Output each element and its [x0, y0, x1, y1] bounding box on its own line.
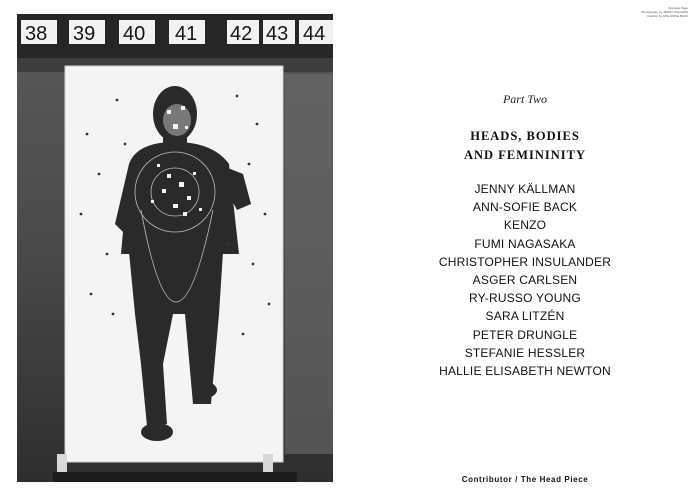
- contributor-name: HALLIE ELISABETH NEWTON: [439, 364, 611, 379]
- credit-line: Photography by JENNY KÄLLMAN: [641, 10, 688, 14]
- photo-credits: [642, 6, 688, 18]
- credit-line: Opposite Page: [668, 6, 688, 10]
- contents-page: [350, 0, 700, 500]
- part-label: Part Two: [502, 92, 548, 106]
- credit-line: Fashion by ANN-SOFIE BACK: [647, 14, 688, 18]
- lane-number: 40: [123, 23, 146, 45]
- shooting-target-photo: [17, 14, 333, 482]
- contributor-name: ANN-SOFIE BACK: [472, 200, 578, 215]
- lane-number: 39: [73, 23, 96, 45]
- contributor-name: CHRISTOPHER INSULANDER: [438, 254, 612, 269]
- contributor-name: PETER DRUNGLE: [472, 327, 578, 342]
- contributor-list: [350, 180, 700, 380]
- contributor-name: KENZO: [503, 218, 547, 233]
- section-title: [350, 127, 700, 165]
- contributor-name: STEFANIE HESSLER: [464, 345, 586, 360]
- contributor-name: RY-RUSSO YOUNG: [469, 291, 581, 306]
- contributor-name: ASGER CARLSEN: [472, 273, 578, 288]
- section-title-line: HEADS, BODIES: [470, 129, 580, 143]
- lane-number: 43: [266, 23, 289, 45]
- contributor-name: FUMI NAGASAKA: [474, 236, 576, 251]
- lane-number: 41: [175, 23, 198, 45]
- lane-number: 44: [303, 23, 326, 45]
- contributor-name: JENNY KÄLLMAN: [474, 182, 576, 196]
- section-title-line: AND FEMININITY: [464, 148, 586, 162]
- page-footer: Contributor / The Head Piece: [461, 475, 589, 484]
- lane-number: 42: [230, 23, 253, 45]
- target-photo-illustration: [17, 14, 333, 482]
- contributor-name: SARA LITZÉN: [485, 309, 565, 324]
- lane-number: 38: [25, 23, 48, 45]
